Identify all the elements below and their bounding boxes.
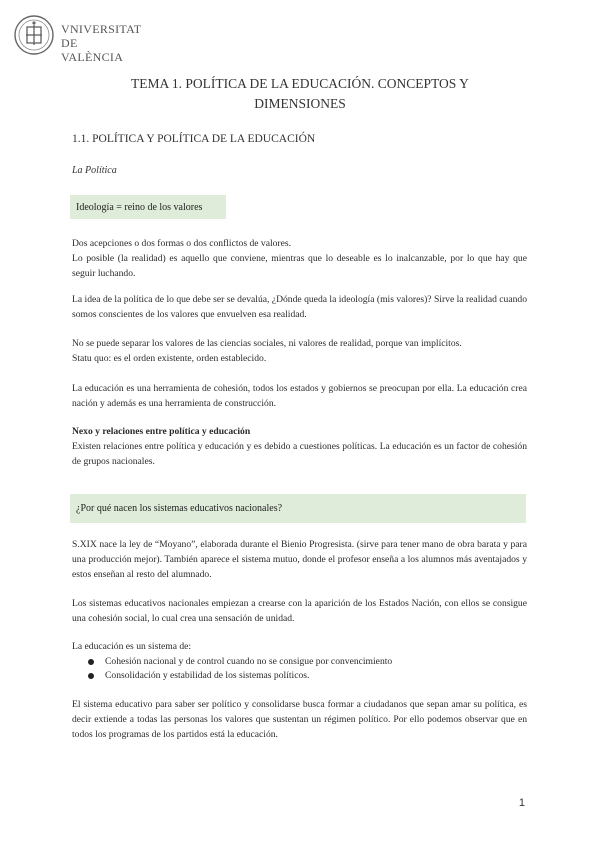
highlight-box-ideologia — [70, 195, 226, 219]
nexo-section — [72, 424, 527, 469]
highlight-box-ideologia-text: Ideología = reino de los valores — [76, 201, 203, 213]
highlight-box-sistemas-text: ¿Por qué nacen los sistemas educativos nacionales? — [76, 503, 283, 514]
paragraph-sistema-de: La educación es un sistema de: — [72, 641, 192, 652]
paragraph-acepciones-line2: Lo posible (la realidad) es aquello que conviene, mientras que lo deseable es lo inalcanzable, por lo que hay que seguir luchando. — [72, 253, 527, 279]
paragraph-acepciones — [72, 236, 527, 281]
logo-line-1: VNIVERSITAT — [61, 22, 142, 36]
university-logo — [14, 14, 142, 64]
paragraph-ideologia: La idea de la política de lo que debe ser se devalúa, ¿Dónde queda la ideología (mis valores)? Sirve la realidad cuando somos conscientes de los valores que envuelven esa realidad. — [72, 294, 527, 320]
bullet-icon — [88, 673, 94, 679]
paragraph-valores-line1: No se puede separar los valores de las ciencias sociales, ni valores de realidad, porque van implícitos. — [72, 338, 462, 349]
logo-line-2: DE VALÈNCIA — [61, 36, 124, 64]
paragraph-cohesion: La educación es una herramienta de cohesión, todos los estados y gobiernos se preocupan por ella. La educación crea nación y además es una herramienta de construcción. — [72, 383, 527, 409]
title-line-2: DIMENSIONES — [254, 96, 346, 111]
subheading: La Política — [72, 165, 117, 176]
page-title — [70, 74, 530, 114]
list-item-text: Cohesión nacional y de control cuando no se consigue por convencimiento — [105, 656, 393, 667]
page-number: 1 — [518, 797, 525, 809]
paragraph-estados-nacion: Los sistemas educativos nacionales empiezan a crearse con la aparición de los Estados Nación, con ellos se consigue una cohesión social, lo cual crea una sensación de unidad. — [72, 598, 527, 624]
logo-text — [61, 22, 141, 64]
highlight-box-sistemas — [70, 494, 526, 523]
paragraph-moyano: S.XIX nace la ley de “Moyano”, elaborada durante el Bienio Progresista. (sirve para tener mano de obra barata y para una producción mejor). También aparece el sistema mutuo, donde el profesor enseña a los alumnos más aventajados y estos enseñan al resto del alumnado. — [72, 539, 527, 580]
bullet-icon — [88, 659, 94, 665]
section-heading: 1.1. POLÍTICA Y POLÍTICA DE LA EDUCACIÓN — [72, 133, 316, 145]
paragraph-valores — [72, 336, 527, 366]
paragraph-sistema-educativo: El sistema educativo para saber ser político y consolidarse busca formar a ciudadanos que sepan amar su política, es decir extiende a todas las personas los valores que sustentan un régimen político. Por ello podemos observar que en todos los programas de los partidos está la educación. — [72, 699, 527, 740]
list-item-text: Consolidación y estabilidad de los sistemas políticos. — [105, 670, 310, 681]
university-seal-icon — [14, 14, 54, 56]
list-item — [88, 669, 518, 683]
title-line-1: TEMA 1. POLÍTICA DE LA EDUCACIÓN. CONCEPTOS Y — [131, 76, 469, 91]
bullet-list — [88, 655, 518, 683]
list-item — [88, 655, 518, 669]
nexo-heading: Nexo y relaciones entre política y educación — [72, 426, 251, 437]
paragraph-acepciones-line1: Dos acepciones o dos formas o dos conflictos de valores. — [72, 238, 292, 249]
paragraph-valores-line2: Statu quo: es el orden existente, orden establecido. — [72, 353, 267, 364]
nexo-text: Existen relaciones entre política y educación y es debido a cuestiones políticas. La educación es un factor de cohesión de grupos nacionales. — [72, 441, 527, 467]
